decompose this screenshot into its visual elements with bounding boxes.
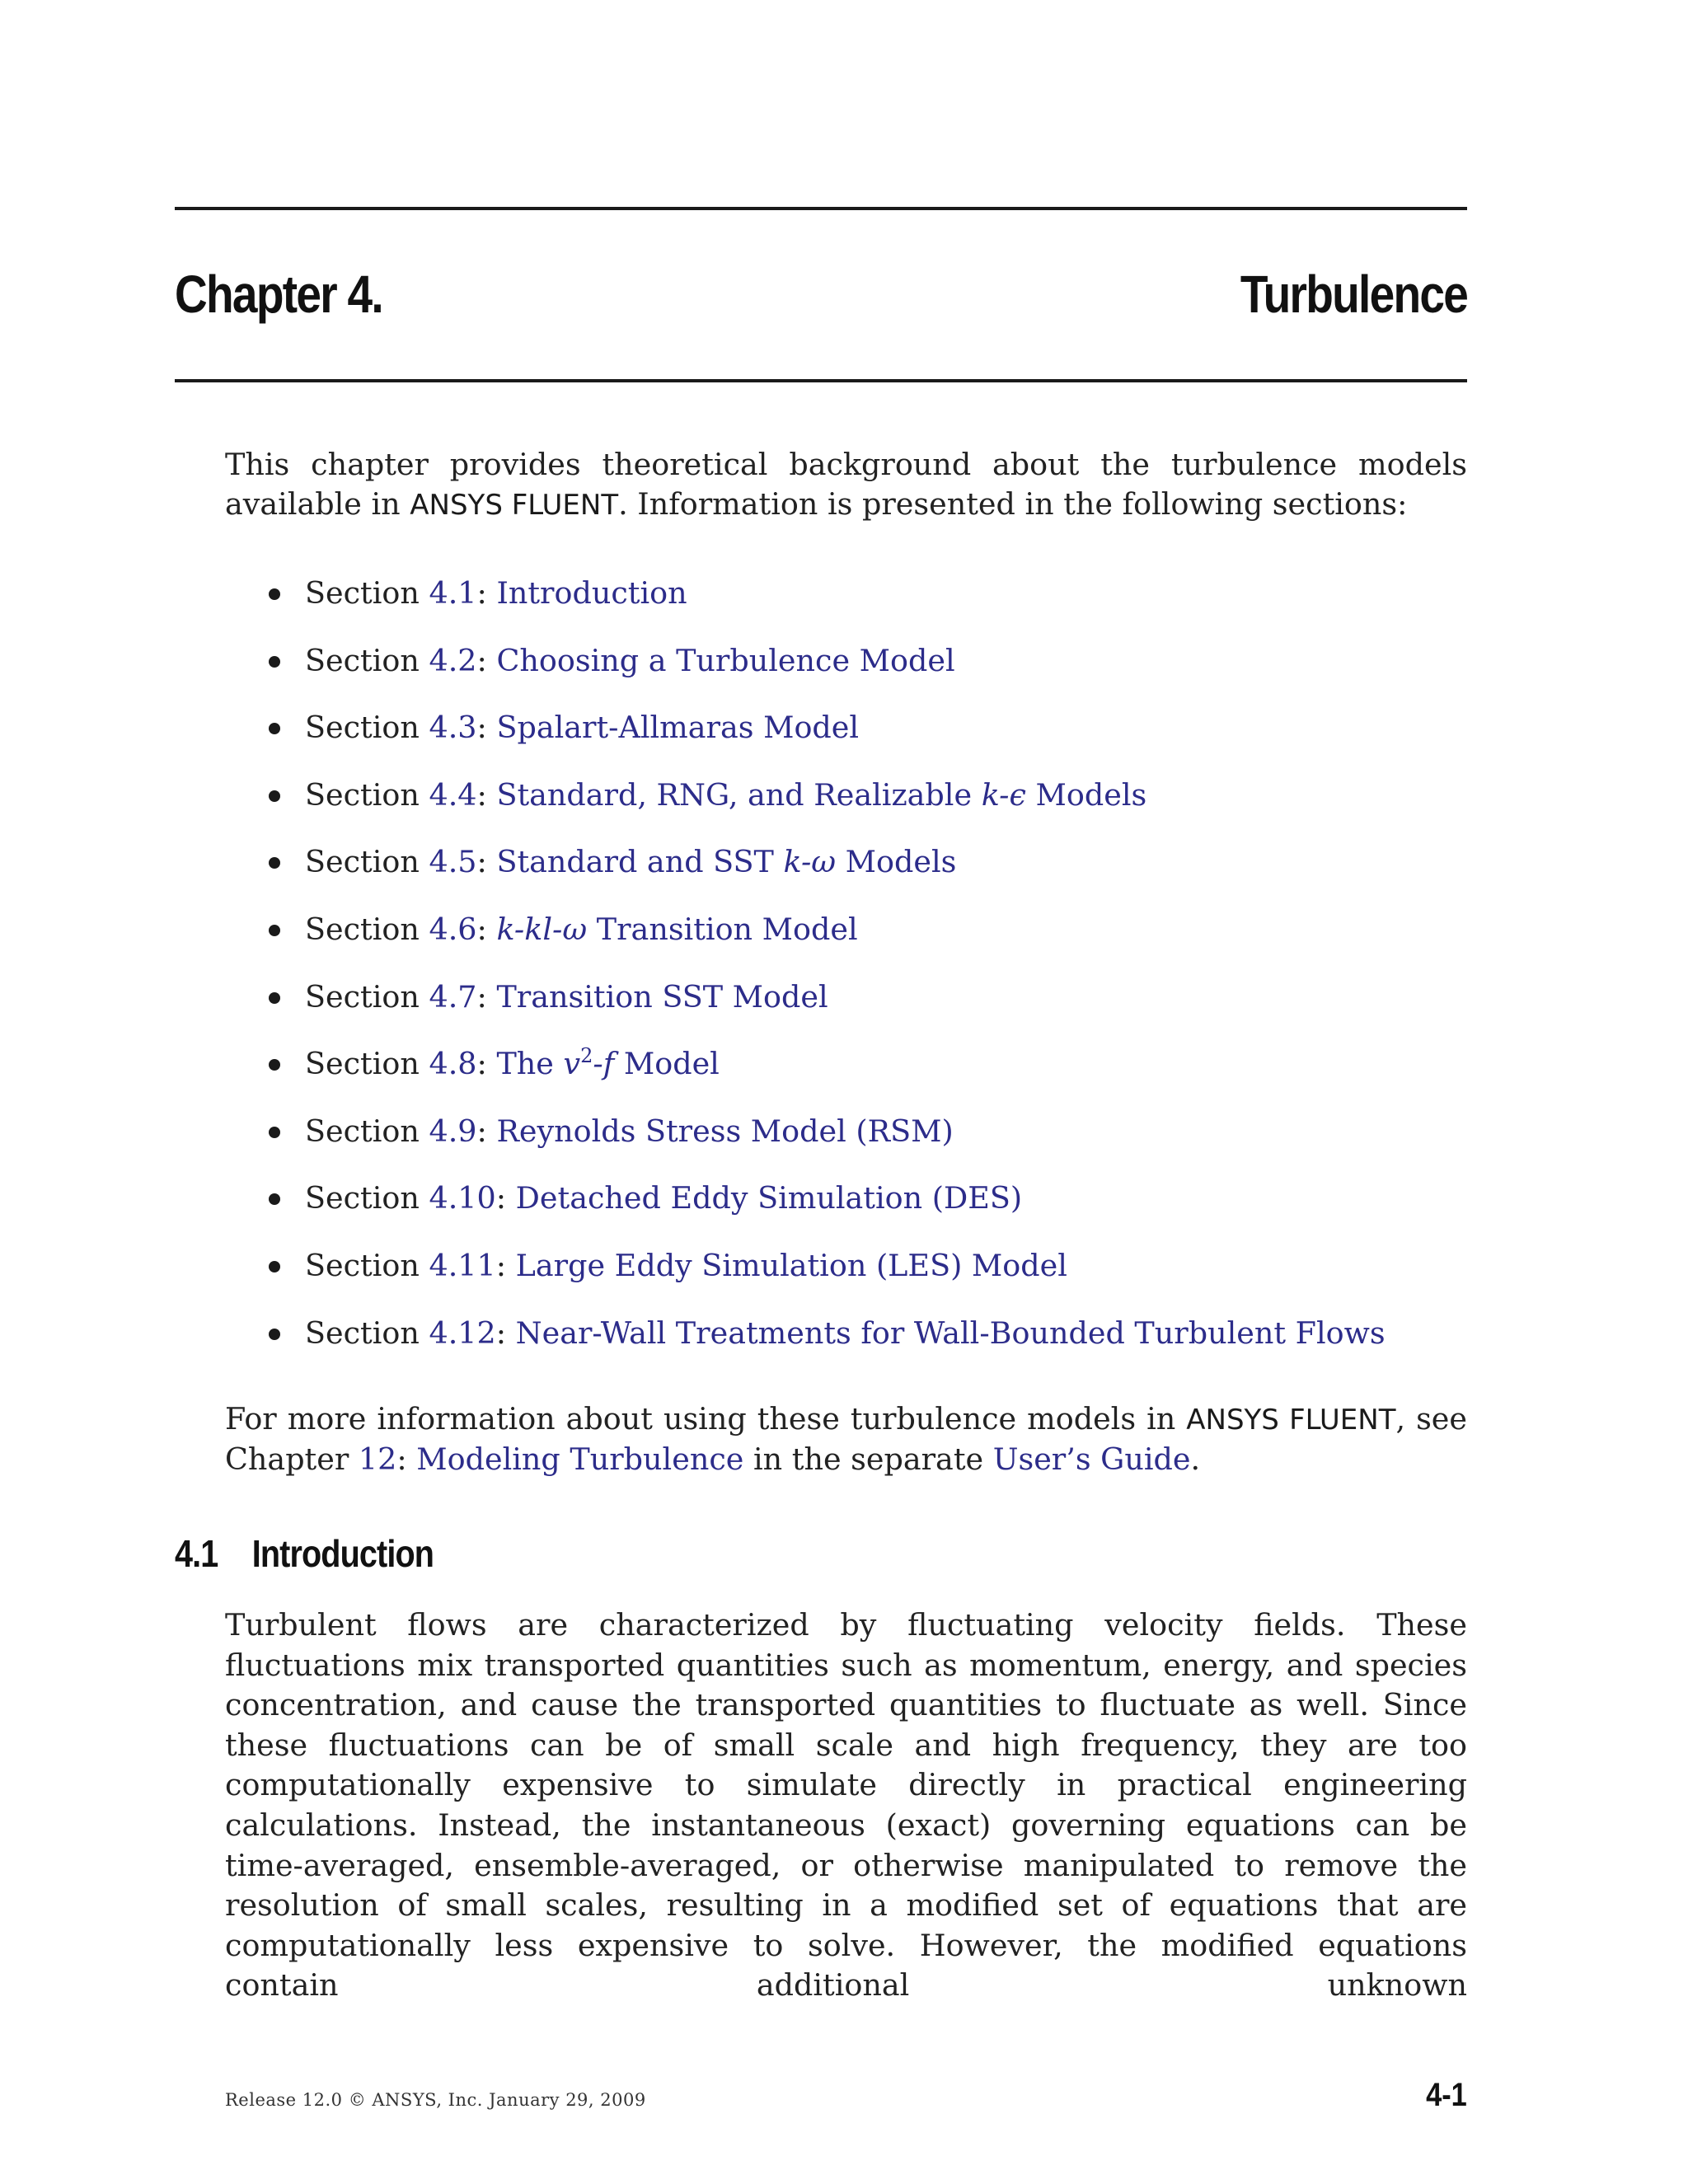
chapter-title-link[interactable]: Modeling Turbulence xyxy=(416,1441,744,1477)
section-number-link[interactable]: 4.6 xyxy=(429,911,477,947)
section-prefix: Section xyxy=(305,776,429,813)
footer-release: Release 12.0 © ANSYS, Inc. January 29, 2009 xyxy=(225,2090,646,2110)
section-title-link[interactable] xyxy=(496,844,956,879)
bullet-icon xyxy=(269,656,280,668)
chapter-label: Chapter 4. xyxy=(175,265,382,324)
section-number-link[interactable]: 4.4 xyxy=(429,776,477,813)
separator: : xyxy=(476,575,497,611)
section-number-link[interactable]: 4.2 xyxy=(429,642,477,678)
separator: : xyxy=(476,978,497,1015)
more-info-paragraph xyxy=(225,1399,1467,1479)
bullet-icon xyxy=(269,1127,280,1138)
list-item xyxy=(270,771,1424,838)
section-title: Introduction xyxy=(251,1532,434,1575)
list-item xyxy=(270,636,1424,704)
separator: : xyxy=(476,1113,497,1149)
section-number: 4.1 xyxy=(175,1532,218,1575)
math-symbol: -f xyxy=(593,1046,615,1082)
title-text: Models xyxy=(836,844,957,880)
superscript: 2 xyxy=(580,1044,593,1068)
section-title-link[interactable] xyxy=(496,777,1146,813)
section-title-link[interactable]: Near-Wall Treatments for Wall-Bounded Turbulent Flows xyxy=(515,1315,1386,1351)
section-title-link[interactable] xyxy=(496,1046,719,1081)
list-item xyxy=(270,972,1424,1040)
more-info-text: For more information about using these turbulence models in xyxy=(225,1401,1187,1436)
math-symbol: k-kl-ω xyxy=(496,911,588,947)
section-number-link[interactable]: 4.3 xyxy=(429,710,477,746)
section-prefix: Section xyxy=(305,710,429,746)
separator: : xyxy=(495,1180,516,1216)
separator: : xyxy=(476,1046,497,1082)
section-prefix: Section xyxy=(305,911,429,947)
intro-paragraph xyxy=(225,445,1467,525)
list-item xyxy=(270,703,1424,771)
section-title-link[interactable]: Choosing a Turbulence Model xyxy=(496,642,955,678)
bullet-icon xyxy=(269,588,280,600)
section-prefix: Section xyxy=(305,978,429,1015)
header-rule-top xyxy=(175,207,1467,210)
math-symbol: k-ϵ xyxy=(981,776,1026,813)
section-number-link[interactable]: 4.9 xyxy=(429,1113,477,1149)
bullet-icon xyxy=(269,1059,280,1071)
page-number: 4-1 xyxy=(1426,2077,1467,2113)
chapter-title: Turbulence xyxy=(1240,265,1467,324)
section-number-link[interactable]: 4.12 xyxy=(429,1315,496,1351)
separator: : xyxy=(495,1247,516,1283)
list-item xyxy=(270,569,1424,636)
intro-text-before: This chapter provides theoretical background about the turbulence models available in xyxy=(225,447,1467,522)
separator: : xyxy=(476,844,497,880)
users-guide-link[interactable]: User’s Guide xyxy=(992,1441,1191,1477)
title-text: Model xyxy=(614,1046,720,1082)
title-text: Transition Model xyxy=(587,911,858,947)
section-number-link[interactable]: 4.11 xyxy=(429,1247,496,1283)
list-item xyxy=(270,905,1424,972)
title-text: The xyxy=(496,1046,564,1082)
section-heading xyxy=(175,1531,434,1576)
section-list xyxy=(270,569,1424,1376)
section-number-link[interactable]: 4.8 xyxy=(429,1046,477,1082)
title-text: Standard, RNG, and Realizable xyxy=(496,776,982,813)
list-item xyxy=(270,1107,1424,1174)
header-rule-bottom xyxy=(175,379,1467,382)
section-prefix: Section xyxy=(305,1113,429,1149)
product-name: ANSYS FLUENT xyxy=(410,489,619,522)
more-info-text: . xyxy=(1190,1441,1201,1477)
bullet-icon xyxy=(269,723,280,734)
section-number-link[interactable]: 4.1 xyxy=(429,575,477,611)
section-number-link[interactable]: 4.7 xyxy=(429,978,477,1015)
separator: : xyxy=(476,710,497,746)
separator: : xyxy=(476,642,497,678)
list-item xyxy=(270,837,1424,905)
section-prefix: Section xyxy=(305,642,429,678)
separator: : xyxy=(396,1441,417,1477)
more-info-text: , see Chapter xyxy=(225,1401,1467,1477)
bullet-icon xyxy=(269,790,280,802)
section-number-link[interactable]: 4.5 xyxy=(429,844,477,880)
separator: : xyxy=(495,1315,516,1351)
bullet-icon xyxy=(269,992,280,1004)
section-title-link[interactable] xyxy=(496,912,857,947)
section-title-link[interactable]: Transition SST Model xyxy=(496,978,828,1015)
section-prefix: Section xyxy=(305,1247,429,1283)
list-item xyxy=(270,1174,1424,1241)
section-prefix: Section xyxy=(305,844,429,880)
section-prefix: Section xyxy=(305,1046,429,1082)
bullet-icon xyxy=(269,925,280,936)
list-item xyxy=(270,1241,1424,1309)
more-info-text: in the separate xyxy=(743,1441,993,1477)
bullet-icon xyxy=(269,857,280,869)
separator: : xyxy=(476,776,497,813)
math-symbol: v xyxy=(563,1046,581,1082)
section-title-link[interactable]: Detached Eddy Simulation (DES) xyxy=(515,1180,1023,1216)
list-item xyxy=(270,1309,1424,1376)
body-paragraph: Turbulent flows are characterized by fluctuating velocity fields. These fluctuations mix transported quantities such as momentum, energy, and species concentration, and cause the transported quantities to fluctuate as well. Since these fluctuations can be of small scale and high frequency, they are too computationally expensive to simulate directly in practical engineering calculations. Instead, the instantaneous (exact) governing equations can be time-averaged, ensemble-averaged, or otherwise manipulated to remove the resolution of small scales, resulting in a modified set of equations that are computationally less expensive to solve. However, the modified equations contain additional unknown xyxy=(225,1607,1467,2004)
bullet-icon xyxy=(269,1261,280,1272)
section-title-link[interactable]: Spalart-Allmaras Model xyxy=(496,710,860,746)
chapter-header xyxy=(175,257,1467,331)
list-item xyxy=(270,1039,1424,1107)
title-text: Standard and SST xyxy=(496,844,784,880)
section-title-link[interactable]: Large Eddy Simulation (LES) Model xyxy=(515,1247,1067,1283)
bullet-icon xyxy=(269,1193,280,1205)
intro-text-after: . Information is presented in the following sections: xyxy=(618,486,1408,522)
section-prefix: Section xyxy=(305,575,429,611)
section-prefix: Section xyxy=(305,1180,429,1216)
title-text: Models xyxy=(1025,776,1147,813)
bullet-icon xyxy=(269,1329,280,1340)
separator: : xyxy=(476,911,497,947)
section-title-link[interactable]: Introduction xyxy=(496,575,687,611)
math-symbol: k-ω xyxy=(783,844,837,880)
section-number-link[interactable]: 4.10 xyxy=(429,1180,496,1216)
product-name: ANSYS FLUENT xyxy=(1186,1404,1396,1436)
section-title-link[interactable]: Reynolds Stress Model (RSM) xyxy=(496,1113,954,1149)
section-prefix: Section xyxy=(305,1315,429,1351)
chapter-number-link[interactable]: 12 xyxy=(358,1441,397,1477)
